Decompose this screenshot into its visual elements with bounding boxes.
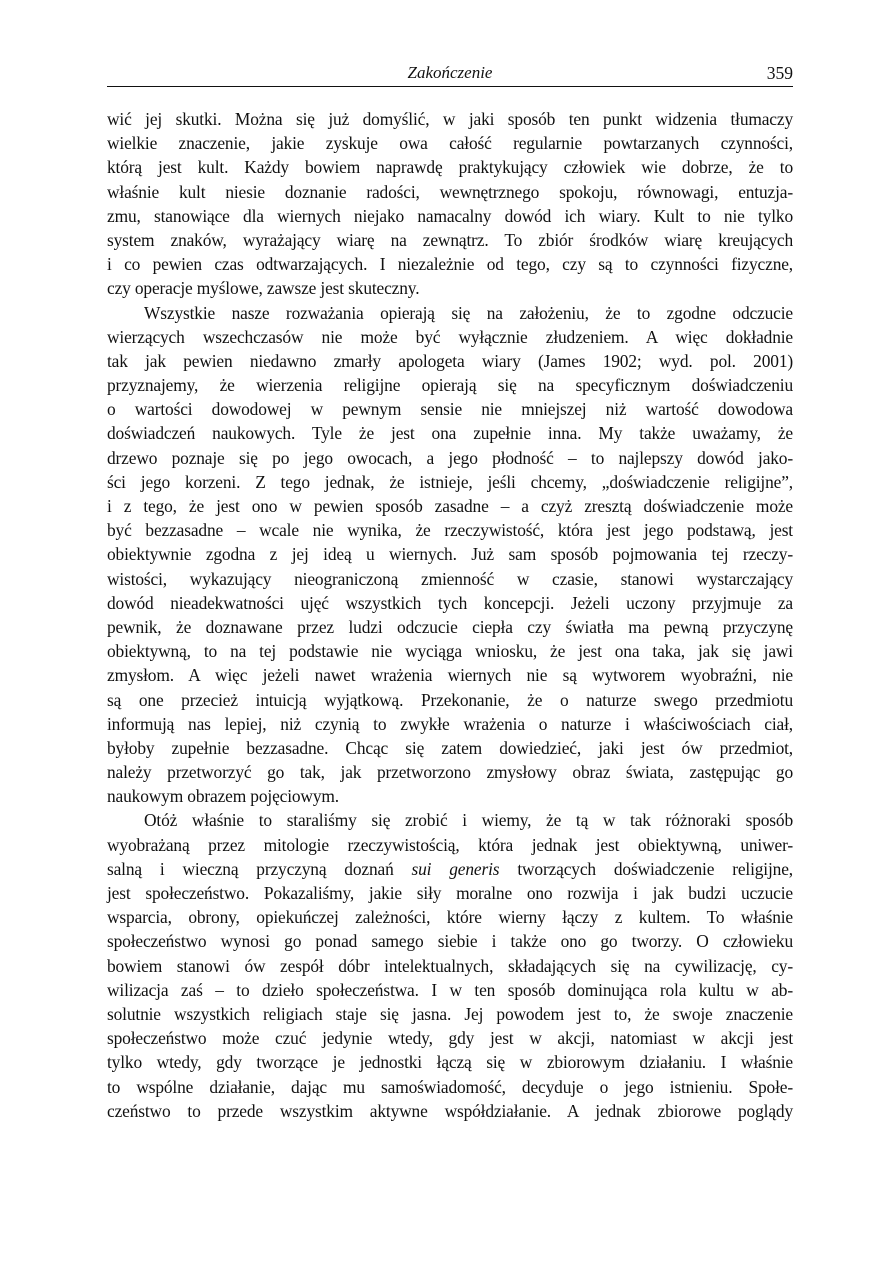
text-line [107,857,793,881]
text-line: wilizacja zaś – to dzieło społeczeństwa. I w ten sposób dominująca rola kultu w ab- [107,979,793,1000]
text-line: wić jej skutki. Można się już domyślić, w jaki sposób ten punkt widzenia tłumaczy [107,109,793,129]
text-line: to wspólne działanie, dając mu samoświadomość, decyduje o jego istnieniu. Społe- [107,1076,793,1097]
text-line: wierzących wszechczasów nie może być wyłącznie złudzeniem. A więc dokładnie [107,326,793,347]
running-header [107,62,793,87]
text-line: obiektywną, to na tej podstawie nie wyciąga wniosku, że jest ona taka, jak się jawi [107,641,793,662]
paragraph [107,107,793,301]
running-title: Zakończenie [407,63,493,82]
text-line: należy przetworzyć go tak, jak przetworzono zmysłowy obraz świata, zastępując go [107,762,793,783]
text-line: zmu, stanowiące dla wiernych niejako namacalny dowód ich wiary. Kult to nie tylko [107,205,793,226]
text-line: o wartości dowodowej w pewnym sensie nie mniejszej niż wartość dowodowa [107,399,793,420]
text-line: informują nas lepiej, niż czynią to zwykłe wrażenia o naturze i właściwościach ciał, [107,713,793,734]
text-line: przyznajemy, że wierzenia religijne opierają się na specyficznym doświadczeniu [107,375,793,396]
text-line: być bezzasadne – wcale nie wynika, że rzeczywistość, która jest jego podstawą, jest [107,520,793,541]
text-line: wsparcia, obrony, opiekuńczej zależności, które wierny łączy z kultem. To właśnie [107,907,793,928]
text-line: tak jak pewien niedawno zmarły apologeta wiary (James 1902; wyd. pol. 2001) [107,350,793,371]
text-line: byłoby zupełnie bezzasadne. Chcąc się zatem dowiedzieć, jaki jest ów przedmiot, [107,737,793,758]
text-line: jest społeczeństwo. Pokazaliśmy, jakie siły moralne ono rozwija i jak budzi uczucie [107,883,793,903]
text-line: czy operacje myślowe, zawsze jest skuteczny. [107,278,420,299]
paragraph [107,301,793,809]
text-line: społeczeństwo może czuć jedynie wtedy, gdy jest w akcji, natomiast w akcji jest [107,1028,793,1049]
text-line: naukowym obrazem pojęciowym. [107,786,339,807]
text-line: dowód nieadekwatności ujęć wszystkich tych koncepcji. Jeżeli uczony przyjmuje za [107,592,793,613]
text-line: Wszystkie nasze rozważania opierają się na założeniu, że to zgodne odczucie [144,302,793,323]
text-line: wielkie znaczenie, jakie zyskuje owa całość regularnie powtarzanych czynności, [107,133,793,154]
text-line: czeństwo to przede wszystkim aktywne współdziałanie. A jednak zbiorowe poglądy [107,1100,793,1121]
body-text [107,107,793,1123]
text-line: i co pewien czas odtwarzających. I niezależnie od tego, czy są to czynności fizyczne, [107,254,793,275]
text-line: są one przecież intuicją wyjątkową. Przekonanie, że o naturze swego przedmiotu [107,689,793,710]
text-line: tylko wtedy, gdy tworzące je jednostki łączą się w zbiorowym działaniu. I właśnie [107,1052,793,1073]
text-line: bowiem stanowi ów zespół dóbr intelektualnych, składających się na cywilizację, cy- [107,955,793,976]
text-line: właśnie kult niesie doznanie radości, wewnętrznego spokoju, równowagi, entuzja- [107,181,793,202]
text-line: ści jego korzeni. Z tego jednak, że istnieje, jeśli chcemy, „doświadczenie religijne”, [107,471,793,492]
text-line: doświadczeń naukowych. Tyle że jest ona zupełnie inna. My także uważamy, że [107,423,793,444]
text-line: pewnik, że doznawane przez ludzi odczucie ciepła czy światła ma pewną przyczynę [107,616,793,637]
text-line: drzewo poznaje się po jego owocach, a jego płodność – to najlepszy dowód jako- [107,447,793,468]
page-number: 359 [766,63,793,83]
text-line: wistości, wykazujący nieograniczoną zmienność w czasie, stanowi wystarczający [107,568,793,589]
text-line: społeczeństwo wynosi go ponad samego siebie i także ono go tworzy. O człowieku [107,931,793,952]
text-line: system znaków, wyrażający wiarę na zewnątrz. To zbiór środków wiarę kreujących [107,229,793,250]
text-line: Otóż właśnie to staraliśmy się zrobić i wiemy, że tą w tak różnoraki sposób [144,810,793,831]
text-line: i z tego, że jest ono w pewien sposób zasadne – a czyż zresztą doświadczenie może [107,496,793,516]
italic-term: sui generis [411,858,500,879]
text-line: solutnie wszystkich religiach staje się jasna. Jej powodem jest to, że swoje znaczenie [107,1003,793,1024]
text-segment: salną i wieczną przyczyną doznań [107,858,412,879]
text-line: którą jest kult. Każdy bowiem naprawdę praktykujący człowiek wie dobrze, że to [107,157,793,178]
text-line: zmysłom. A więc jeżeli nawet wrażenia wiernych nie są wytworem wyobraźni, nie [107,665,793,686]
paragraph [107,808,793,1122]
text-line: obiektywnie zgodna z jej ideą u wiernych. Już sam sposób pojmowania tej rzeczy- [107,544,793,565]
text-segment: tworzących doświadczenie religijne, [499,858,793,879]
text-line: wyobrażaną przez mitologie rzeczywistością, która jednak jest obiektywną, uniwer- [107,834,793,855]
